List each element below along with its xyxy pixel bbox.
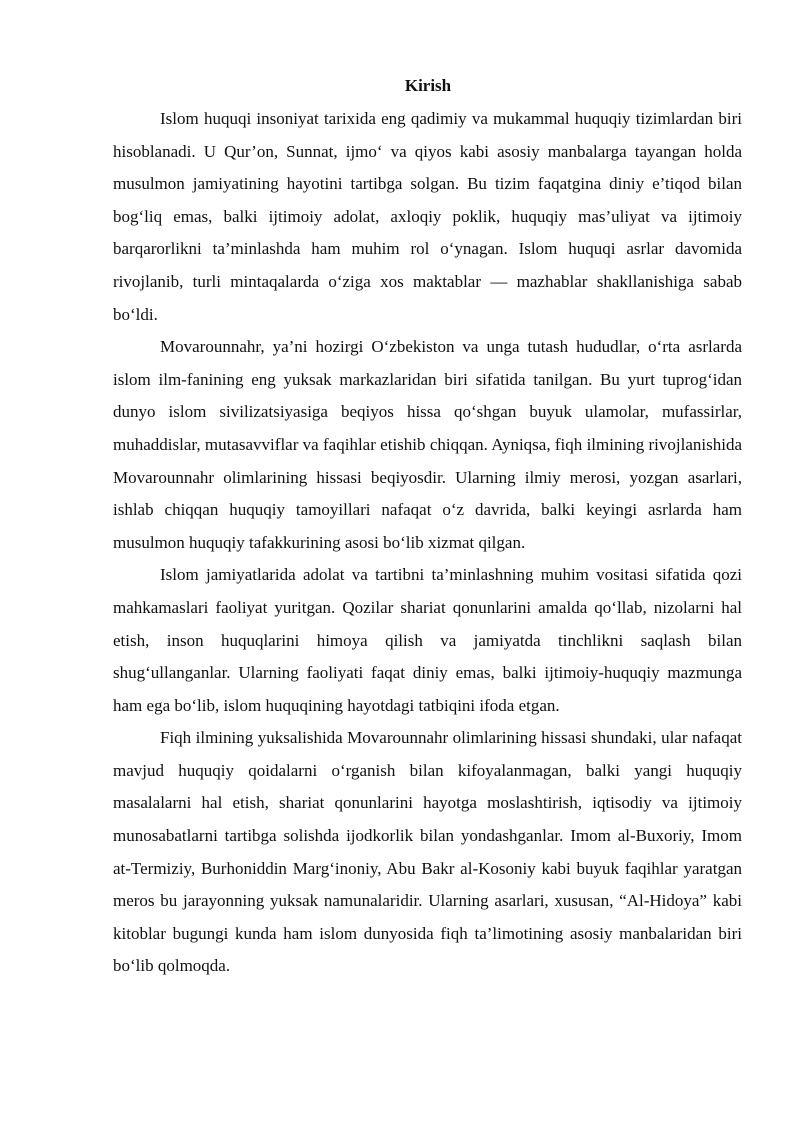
paragraph-2: Movarounnahr, ya’ni hozirgi O‘zbekiston va unga tutash hududlar, o‘rta asrlarda islom ilm-fanining eng yuksak markazlaridan biri sifatida tanilgan. Bu yurt tuprog‘idan dunyo islom sivilizatsiyasiga beqiyos hissa qo‘shgan buyuk ulamolar, mufassirlar, muhaddislar, mutasavviflar va faqihlar etishib chiqqan. Ayniqsa, fiqh ilmining rivojlanishida Movarounnahr olimlarining hissasi beqiyosdir. Ularning ilmiy merosi, yozgan asarlari, ishlab chiqqan huquqiy tamoyillari nafaqat o‘z davrida, balki keyingi asrlarda ham musulmon huquqiy tafakkurining asosi bo‘lib xizmat qilgan. [113,337,742,552]
paragraph-1: Islom huquqi insoniyat tarixida eng qadimiy va mukammal huquqiy tizimlardan biri hisoblanadi. U Qur’on, Sunnat, ijmo‘ va qiyos kabi asosiy manbalarga tayangan holda musulmon jamiyatining hayotini tartibga solgan. Bu tizim faqatgina diniy e’tiqod bilan bog‘liq emas, balki ijtimoiy adolat, axloqiy poklik, huquqiy mas’uliyat va ijtimoiy barqarorlikni ta’minlashda ham muhim rol o‘ynagan. Islom huquqi asrlar davomida rivojlanib, turli mintaqalarda o‘ziga xos maktablar — mazhablar shakllanishiga sabab bo‘ldi. [113,109,742,324]
document-title: Kirish [404,76,452,95]
paragraph-3: Islom jamiyatlarida adolat va tartibni ta’minlashning muhim vositasi sifatida qozi mahkamaslari faoliyat yuritgan. Qozilar shariat qonunlarini amalda qo‘llab, nizolarni hal etish, inson huquqlarini himoya qilish va jamiyatda tinchlikni saqlash bilan shug‘ullanganlar. Ularning faoliyati faqat diniy emas, balki ijtimoiy-huquqiy mazmunga ham ega bo‘lib, islom huquqining hayotdagi tatbiqini ifoda etgan. [113,565,742,715]
paragraph-4: Fiqh ilmining yuksalishida Movarounnahr olimlarining hissasi shundaki, ular nafaqat mavjud huquqiy qoidalarni o‘rganish bilan kifoyalanmagan, balki yangi huquqiy masalalarni hal etish, shariat qonunlarini hayotga moslashtirish, iqtisodiy va ijtimoiy munosabatlarni tartibga solishda ijodkorlik bilan yondashganlar. Imom al-Buxoriy, Imom at-Termiziy, Burhoniddin Marg‘inoniy, Abu Bakr al-Kosoniy kabi buyuk faqihlar yaratgan meros bu jarayonning yuksak namunalaridir. Ularning asarlari, xususan, “Al-Hidoya” kabi kitoblar bugungi kunda ham islom dunyosida fiqh ta’limotining asosiy manbalaridan biri bo‘lib qolmoqda. [113,728,742,976]
